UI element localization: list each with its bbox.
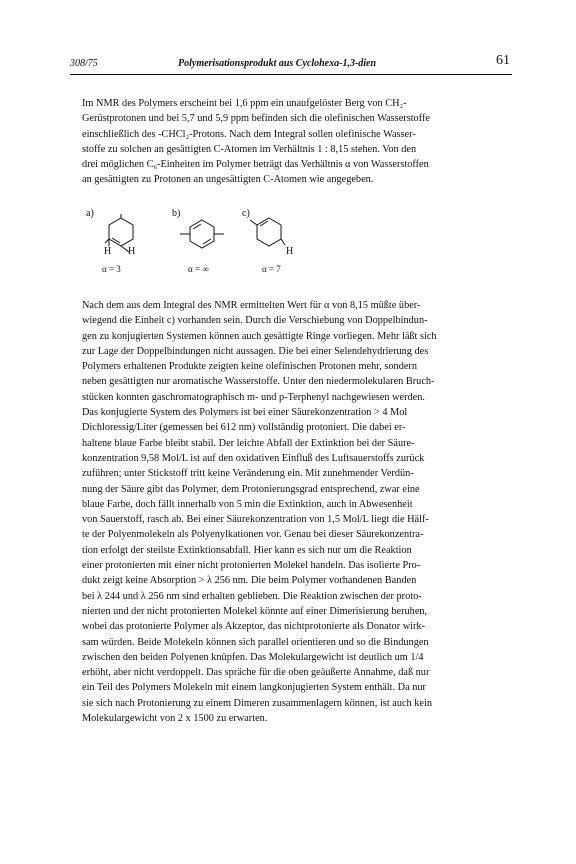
text-line: stoffe zu solchen an gesättigten C-Atomen im Verhältnis 1 : 8,15 stehen. Von den: [82, 143, 417, 155]
text-line: te der Polyenmolekeln als Polyenylkationen vor. Genau bei dieser Säurekonzentra-: [82, 529, 424, 541]
text-line: nung der Säure gibt das Polymer, dem Protonierungsgrad entsprechend, zwar eine: [82, 483, 420, 495]
text-line: bei λ 244 und λ 256 nm sind erhalten geblieben. Die Reaktion zwischen der proto-: [82, 590, 422, 602]
figure-label-c: c): [242, 208, 250, 219]
text-line: zuführen; unter Stickstoff tritt keine Veränderung ein. Mit zunehmender Verdün-: [82, 468, 414, 480]
text-line: einer protonierten mit einer nicht protonierten Molekel handeln. Das isolierte Pro-: [82, 560, 421, 572]
text-line: Im NMR des Polymers erscheint bei 1,6 ppm ein unaufgelöster Berg von CH₂-: [82, 98, 407, 109]
text-line: konzentration 9,58 Mol/L ist auf den oxidativen Einfluß des Luftsauerstoffs zurück: [82, 452, 425, 464]
alpha-value-a: α = 3: [102, 264, 121, 274]
text-line: Molekulargewicht von 2 x 1500 zu erwarten.: [82, 713, 268, 725]
text-line: blaue Farbe, doch fällt innerhalb von 5 min die Extinktion, auch in Abwesenheit: [82, 498, 413, 510]
text-line: Gerüstprotonen und bei 5,7 und 5,9 ppm befinden sich die olefinischen Wasserstoffe: [82, 113, 430, 125]
text-line: wobei das protonierte Polymer als Akzeptor, das nichtprotonierte als Donator wirk-: [82, 621, 426, 633]
text-line: neben gesättigten nur aromatische Wasserstoffe. Unter den niedermolekularen Bruch-: [82, 376, 435, 388]
text-line: Polymers erhaltenen Produkte zeigten keine olefinischen Protonen mehr, sondern: [82, 361, 418, 373]
running-header: [70, 53, 510, 74]
hydrogen-label-a: H: [104, 246, 112, 257]
hydrogen-label-a2: H: [128, 246, 136, 257]
structure-figure: [82, 202, 312, 282]
text-line: an gesättigten zu Protonen an ungesättigten C-Atomen wie angegeben.: [82, 174, 374, 186]
hydrogen-label-c: H: [286, 246, 294, 257]
text-line: stücken konnten gaschromatographisch m- und p-Terphenyl nachgewiesen werden.: [82, 391, 425, 403]
text-line: sie sich nach Protonierung zu einem Dimeren zusammenlagern können, ist auch kein: [82, 697, 432, 709]
text-line: ein Teil des Polymers Molekeln mit einem langkonjugierten System enthält. Da nur: [82, 682, 426, 694]
text-line: wiegend die Einheit c) vorhanden sein. Durch die Verschiebung von Doppelbindun-: [82, 315, 428, 327]
page-number: 61: [496, 53, 510, 68]
text-line: zur Lage der Doppelbindungen nicht aussagen. Die bei einer Selendehydrierung des: [82, 345, 429, 357]
text-line: haltene blaue Farbe bleibt stabil. Der leichte Abfall der Extinktion bei der Säure-: [82, 437, 415, 449]
text-line: sam würden. Beide Molekeln können sich parallel orientieren und so die Bindungen: [82, 636, 429, 648]
text-line: drei möglichen C₆-Einheiten im Polymer beträgt das Verhältnis α von Wasserstoffen: [82, 159, 429, 171]
text-line: erhöht, aber nicht verdoppelt. Das spräche für die oben geäußerte Annahme, daß nur: [82, 667, 430, 679]
alpha-value-b: α = ∞: [188, 264, 209, 274]
running-title: Polymerisationsprodukt aus Cyclohexa-1,3-dien: [178, 58, 377, 69]
text-line: Das konjugierte System des Polymers ist bei einer Säurekonzentration > 4 Mol: [82, 407, 408, 419]
alpha-value-c: α = 7: [262, 264, 281, 274]
text-line: Nach dem aus dem Integral des NMR ermittelten Wert für α von 8,15 müßte über-: [82, 300, 421, 311]
text-line: einschließlich des -CHCl₂-Protons. Nach dem Integral sollen olefinische Wasser-: [82, 128, 416, 140]
text-line: dukt zeigt keine Absorption > λ 256 nm. Die beim Polymer vorhandenen Banden: [82, 575, 417, 587]
text-line: gen zu konjugierten Systemen können auch gesättigte Ringe vorliegen. Mehr läßt sich: [82, 330, 437, 342]
figure-label-a: a): [86, 208, 94, 219]
body-text: [82, 298, 516, 726]
figure-label-b: b): [172, 208, 181, 219]
header-rule: [70, 74, 512, 75]
cyclohexadiene-unit-b-structure: [172, 214, 232, 254]
journal-reference: 308/75: [70, 58, 98, 69]
text-line: zwischen den beiden Polyenen knüpfen. Das Molekulargewicht ist deutlich um 1/4: [82, 651, 424, 663]
paragraph-nmr: [82, 96, 516, 188]
text-line: nierten und der nicht protonierten Molekel könnte auf einer Dimerisierung beruhen,: [82, 605, 428, 617]
text-line: Dichloressig/Liter (gemessen bei 612 nm) vollständig protoniert. Die dabei er-: [82, 422, 406, 434]
text-line: tion erfolgt der steilste Extinktionsabfall. Hier kann es sich nur um die Reaktion: [82, 544, 412, 556]
text-line: von Sauerstoff, rasch ab. Bei einer Säurekonzentration von 1,5 Mol/L liegt die Hälf-: [82, 514, 429, 526]
